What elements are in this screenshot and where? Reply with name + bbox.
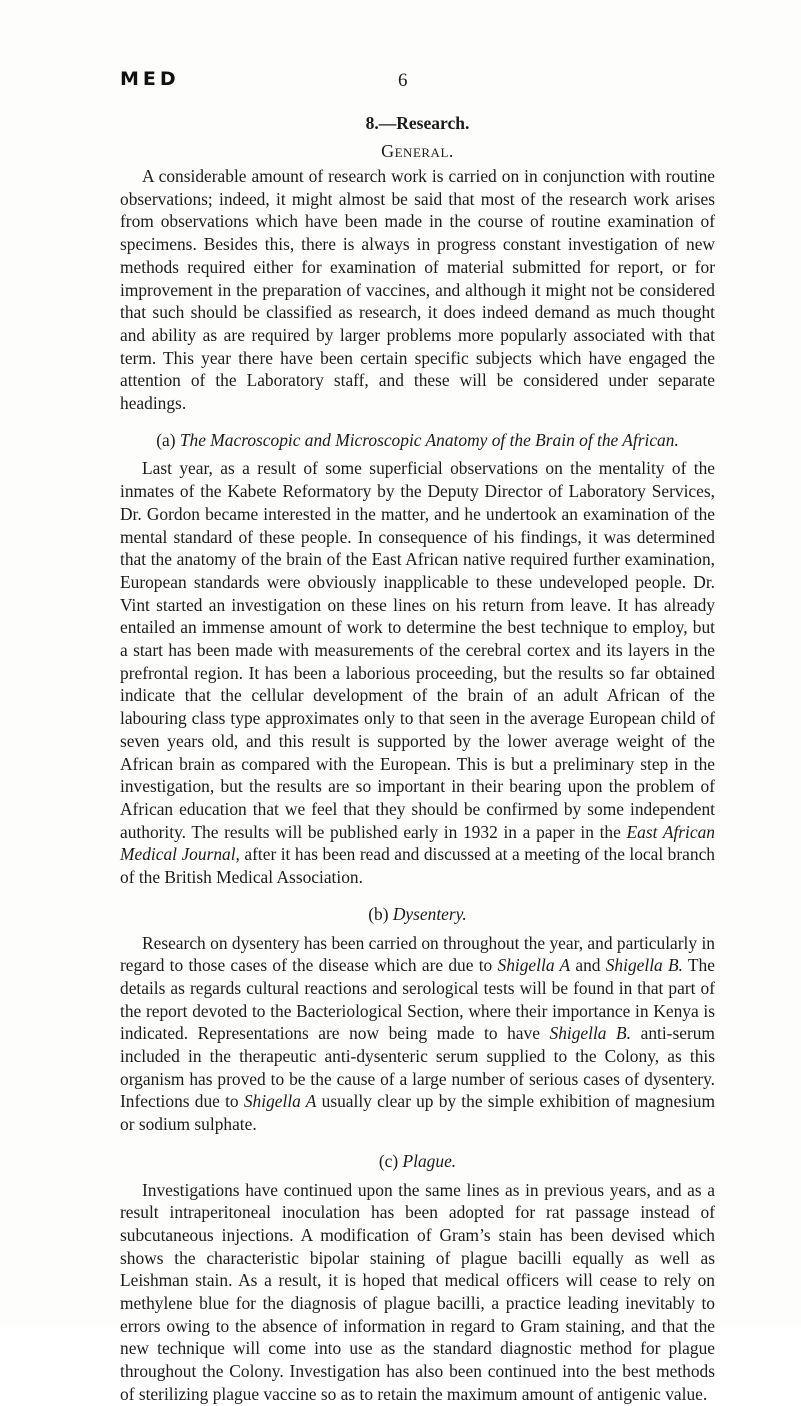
page-number: 6 [398,70,408,91]
paragraph-b-part3: The details as regards cultural reactions and serological tests will be found in that part of the report devoted to the Bacteriological Section, where their importance in Kenya is indicated. Representations are now being made to have [120,955,715,1044]
paragraph-a-text: Last year, as a result of some superficial observations on the mentality of the inmates of the Kabete Reformatory by the Deputy Director of Laboratory Services, Dr. Gordon became interested in the matter, and he undertook an examination of the mental standard of these people. In consequence of his findings, it was determined that the anatomy of the brain of the East African native required further examination, European standards were obviously inapplicable to these undeveloped people. Dr. Vint started an investigation on these lines on his return from leave. It has already entailed an immense amount of work to determine the best technique to employ, but a start has been made with measurements of the cerebral cortex and its layers in the prefrontal region. It has been a laborious proceeding, but the results so far obtained indicate that the cellular development of the brain of an adult African of the labouring class type approximates only to that seen in the average European child of seven years old, and this result is supported by the lower average weight of the African brain as compared with the European. This is but a preliminary step in the investigation, but the results are so important in their bearing upon the problem of African education that we feel that they should be confirmed by some independent authority. The results will be published early in 1932 in a paper in the [120,458,715,842]
subheading-general: General. [381,141,454,161]
paragraph-b-part1: Research on dysentery has been carried on throughout the year, and particularly in regard to those cases of the disease which are due to [120,932,715,976]
organism-shigella-a: Shigella A [497,955,571,976]
page-header [0,68,801,98]
section-title: —Research. [378,113,470,133]
section-number: 8. [365,113,379,133]
item-c-title [140,1150,695,1173]
organism-shigella-a-2: Shigella A [243,1091,317,1112]
organism-shigella-b: Shigella B. [605,955,683,976]
section-heading [120,112,715,134]
page-content [120,112,715,1406]
item-a-title-text: The Macroscopic and Microscopic Anatomy of the Brain of the African. [179,429,679,450]
item-c-title-text: Plague. [402,1150,457,1171]
paragraph-b [120,932,715,1136]
paragraph-a [120,457,715,888]
journal-name: East African Medical Journal, [120,821,715,865]
library-stamp: MED [120,68,180,90]
paragraph-b-part5: usually clear up by the simple exhibition of magnesium or sodium sulphate. [120,1091,715,1135]
paragraph-c: Investigations have continued upon the same lines as in previous years, and as a result intraperitoneal inoculation has been adopted for rat passage instead of subcutaneous injections. A modification of Gram’s stain has been devised which shows the characteristic bipolar staining of plague bacilli equally as well as Leishman stain. As a result, it is hoped that medical officers will cease to rely on methylene blue for the diagnosis of plague bacilli, a practice leading inevitably to errors owing to the absence of information in regard to Gram staining, and that the new technique will come into use as the standard diagnostic method for plague throughout the Colony. Investigation has also been continued into the best methods of sterilizing plague vaccine so as to retain the maximum amount of antigenic value. [120,1179,715,1404]
item-a-label: (a) [156,429,176,450]
item-a-title [140,429,695,452]
paragraph-a-end: after it has been read and discussed at a meeting of the local branch of the British Medical Association. [120,844,715,888]
item-b-title [140,903,695,926]
paragraph-b-part4: anti-serum included in the therapeutic anti-dysenteric serum supplied to the Colony, as this organism has proved to be the cause of a large number of serious cases of dysentery. Infections due to [120,1023,715,1112]
item-c-label: (c) [378,1150,399,1171]
paragraph-b-part2: and [575,955,601,976]
item-b-label: (b) [368,903,389,924]
general-paragraph: A considerable amount of research work is carried on in conjunction with routine observations; indeed, it might almost be said that most of the research work arises from observations which have been made in the course of routine examination of specimens. Besides this, there is always in progress constant investigation of new methods required either for examination of material submitted for report, or for improvement in the preparation of vaccines, and although it might not be considered that such should be classified as research, it does indeed demand as much thought and ability as are required by larger problems more popularly associated with that term. This year there have been certain specific subjects which have engaged the attention of the Laboratory staff, and these will be considered under separate headings. [120,166,715,414]
organism-shigella-b-2: Shigella B. [549,1023,632,1044]
item-b-title-text: Dysentery. [392,903,467,924]
